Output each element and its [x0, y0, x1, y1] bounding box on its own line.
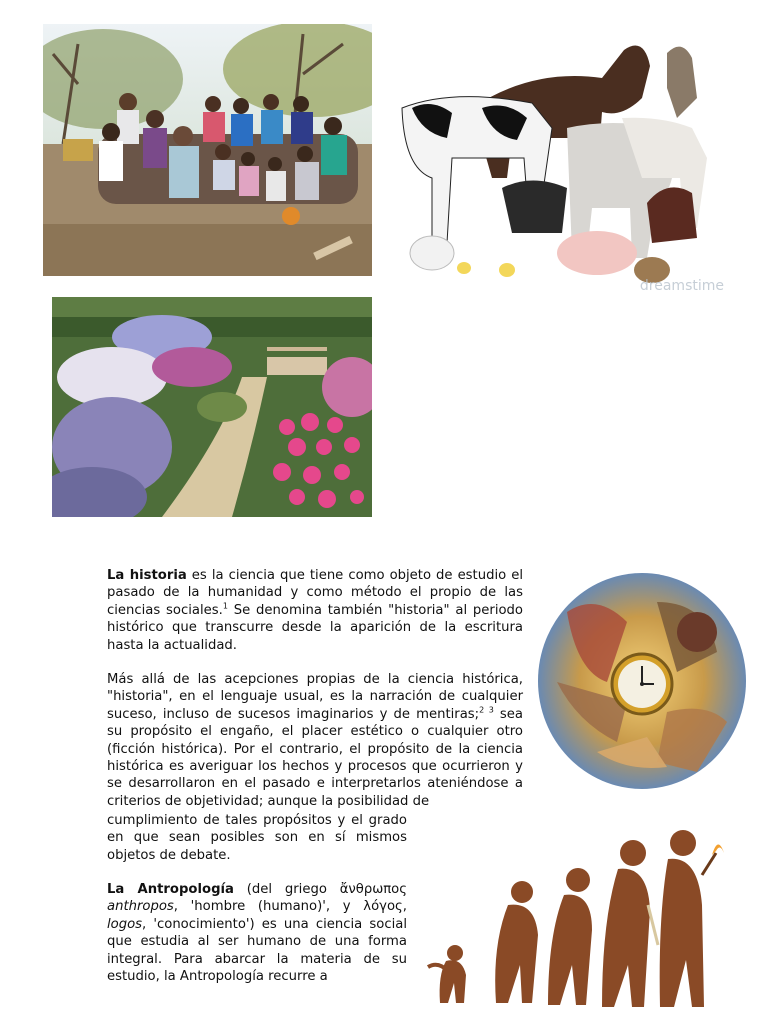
greek-word-logos: λόγος [363, 899, 403, 915]
footnote-ref: 2 3 [479, 705, 494, 715]
antropologia-text: , 'hombre (humano)', y [173, 899, 364, 915]
historia-p2-text-cont: sea su propósito el engaño, el placer estético o cualquier otro (ficción histórica). Por el contrario, el propósito de la ciencia histórica es averiguar los hechos y procesos que ocurrieron y se desarrollaron en el pasado e interpretarlos ateniéndose a criterios de objetividad; aunque la posibilidad de [107, 706, 523, 809]
historia-p1-text: es la ciencia que tiene como objeto de estudio el pasado de la humanidad y como método el propio de las ciencias sociales. [107, 568, 523, 618]
historia-paragraph-2 [107, 671, 523, 810]
farm-animals-photo [392, 28, 732, 298]
watermark: dreamstime [639, 278, 724, 294]
family-photo [43, 24, 372, 276]
footnote-ref: 1 [222, 601, 228, 611]
human-evolution-image [420, 825, 740, 1015]
comma: , [402, 899, 407, 915]
historia-term: La historia [107, 568, 187, 583]
historia-p1-text-end: Se denomina también "historia" al periodo histórico que transcurre desde la aparición de la escritura hasta la actualidad. [107, 602, 524, 653]
antropologia-paragraph [107, 881, 407, 985]
antropologia-term: La Antropología [107, 882, 234, 897]
antropologia-text: (del griego [233, 882, 340, 897]
garden-photo [52, 297, 372, 517]
historia-paragraph-2-end [107, 812, 407, 864]
greek-word-anthropos: ἄνθρωπος [339, 882, 407, 897]
term-logos: logos [107, 916, 143, 932]
historia-p2-text-end: cumplimiento de tales propósitos y el grado en que sean posibles son en sí mismos objetos de debate. [107, 813, 407, 863]
antropologia-text-end: , 'conocimiento') es una ciencia social que estudia al ser humano de una forma integral. Para abarcar la materia de su estudio, la Antropología recurre a [107, 916, 407, 985]
historia-p2-text: Más allá de las acepciones propias de la ciencia histórica, "historia", en el lenguaje usual, es la narración de cualquier suceso, incluso de sucesos imaginarios y de mentiras; [107, 672, 523, 722]
historia-paragraph-1 [107, 567, 523, 654]
history-clock-image [537, 572, 747, 790]
term-anthropos: anthropos [107, 899, 174, 915]
